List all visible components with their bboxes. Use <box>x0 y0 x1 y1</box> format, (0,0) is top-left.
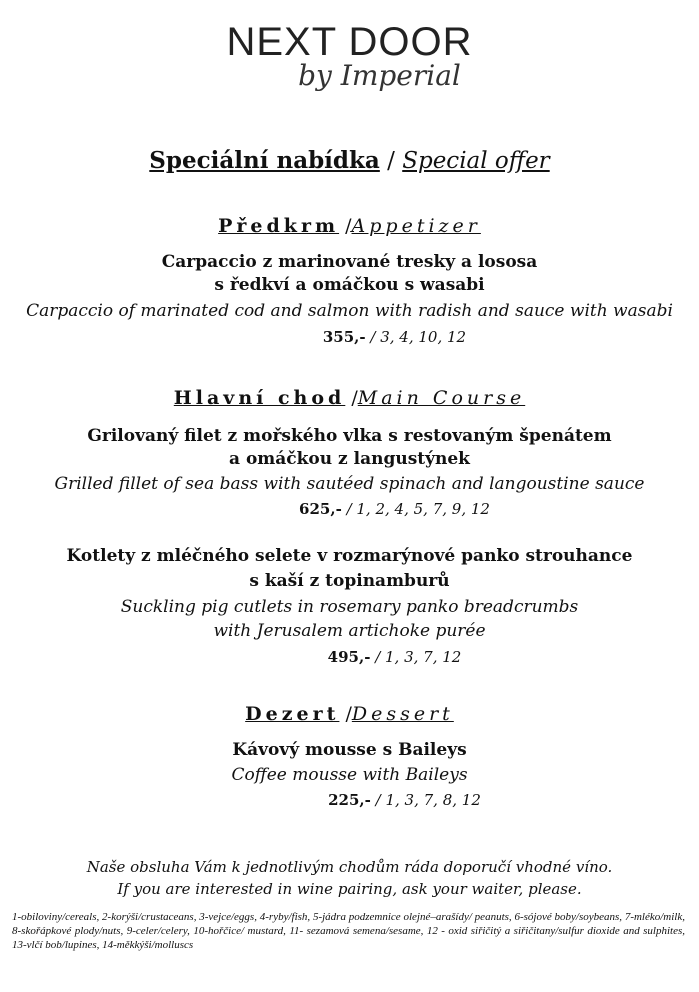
dish-english-line: Suckling pig cutlets in rosemary panko breadcrumbs <box>120 597 579 617</box>
dish-allergens: / 1, 2, 4, 5, 7, 9, 12 <box>341 500 490 518</box>
section-heading-en: Dessert <box>351 703 454 725</box>
title-cz: Speciální nabídka <box>149 147 380 174</box>
dish-allergens: / 3, 4, 10, 12 <box>365 328 467 346</box>
dish-price-line <box>0 790 699 810</box>
dish-name-line: a omáčkou z langustýnek <box>229 449 470 469</box>
dish-name-line: s ředkví a omáčkou s wasabi <box>214 275 485 295</box>
section-heading-cz: Předkrm <box>218 215 340 237</box>
dish-name-line: Grilovaný filet z mořského vlka s restovaným špenátem <box>87 426 612 446</box>
section-heading-dessert <box>0 702 699 726</box>
dish-name-line: Carpaccio z marinované tresky a lososa <box>161 252 538 272</box>
allergen-legend: 1-obiloviny/cereals, 2-korýši/crustaceans, 3-vejce/eggs, 4-ryby/fish, 5-jádra podzemnice olejné–arašídy/ peanuts, 6-sójové boby/soybeans, 7-mléko/milk, 8-skořápkové plody/nuts, 9-celer/celery, 10-hořčice/ mustard, 11- sezamová semena/sesame, 12 - oxid siřičitý a siřičitany/sulfur dioxide and sulphites, 13-vlčí bob/lupines, 14-měkkýši/molluscs <box>12 911 685 951</box>
title-en: Special offer <box>402 148 550 174</box>
logo-main-text: NEXT DOOR <box>226 20 473 64</box>
dish-price: 625,- <box>299 500 342 518</box>
dish-name-line: Kotlety z mléčného selete v rozmarýnové panko strouhance <box>66 546 633 566</box>
dish-name-line: s kaší z topinamburů <box>249 571 450 591</box>
dish-english-line: Carpaccio of marinated cod and salmon with radish and sauce with wasabi <box>26 301 673 321</box>
wine-note-en: If you are interested in wine pairing, ask your waiter, please. <box>117 880 582 898</box>
dish-price-line <box>0 499 699 519</box>
section-heading-cz: Hlavní chod <box>173 387 346 409</box>
section-heading-separator: / <box>339 703 352 725</box>
dish-english-line: with Jerusalem artichoke purée <box>213 621 486 641</box>
section-heading-separator: / <box>339 215 352 237</box>
dish-price-line <box>0 647 699 667</box>
page-title <box>0 146 699 176</box>
dish-price: 495,- <box>327 648 371 666</box>
dish-english-line: Grilled fillet of sea bass with sautéed spinach and langoustine sauce <box>54 474 645 494</box>
dish-allergens: / 1, 3, 7, 12 <box>370 648 462 666</box>
dish-price: 355,- <box>322 328 366 346</box>
dish-price: 225,- <box>328 791 371 809</box>
section-heading-en: Main Course <box>357 387 526 409</box>
dish-english-line: Coffee mousse with Baileys <box>231 765 468 785</box>
section-heading-appetizer <box>0 214 699 238</box>
wine-note-cz: Naše obsluha Vám k jednotlivým chodům ráda doporučí vhodné víno. <box>86 858 613 876</box>
section-heading-en: Appetizer <box>351 215 481 237</box>
dish-name-line: Kávový mousse s Baileys <box>232 740 467 760</box>
title-separator: / <box>379 148 403 174</box>
dish-allergens: / 1, 3, 7, 8, 12 <box>370 791 481 809</box>
logo-sub-text: by Imperial <box>298 59 461 92</box>
section-heading-separator: / <box>345 387 358 409</box>
section-heading-main-course <box>0 386 699 410</box>
dish-price-line <box>0 327 699 347</box>
section-heading-cz: Dezert <box>245 703 340 725</box>
